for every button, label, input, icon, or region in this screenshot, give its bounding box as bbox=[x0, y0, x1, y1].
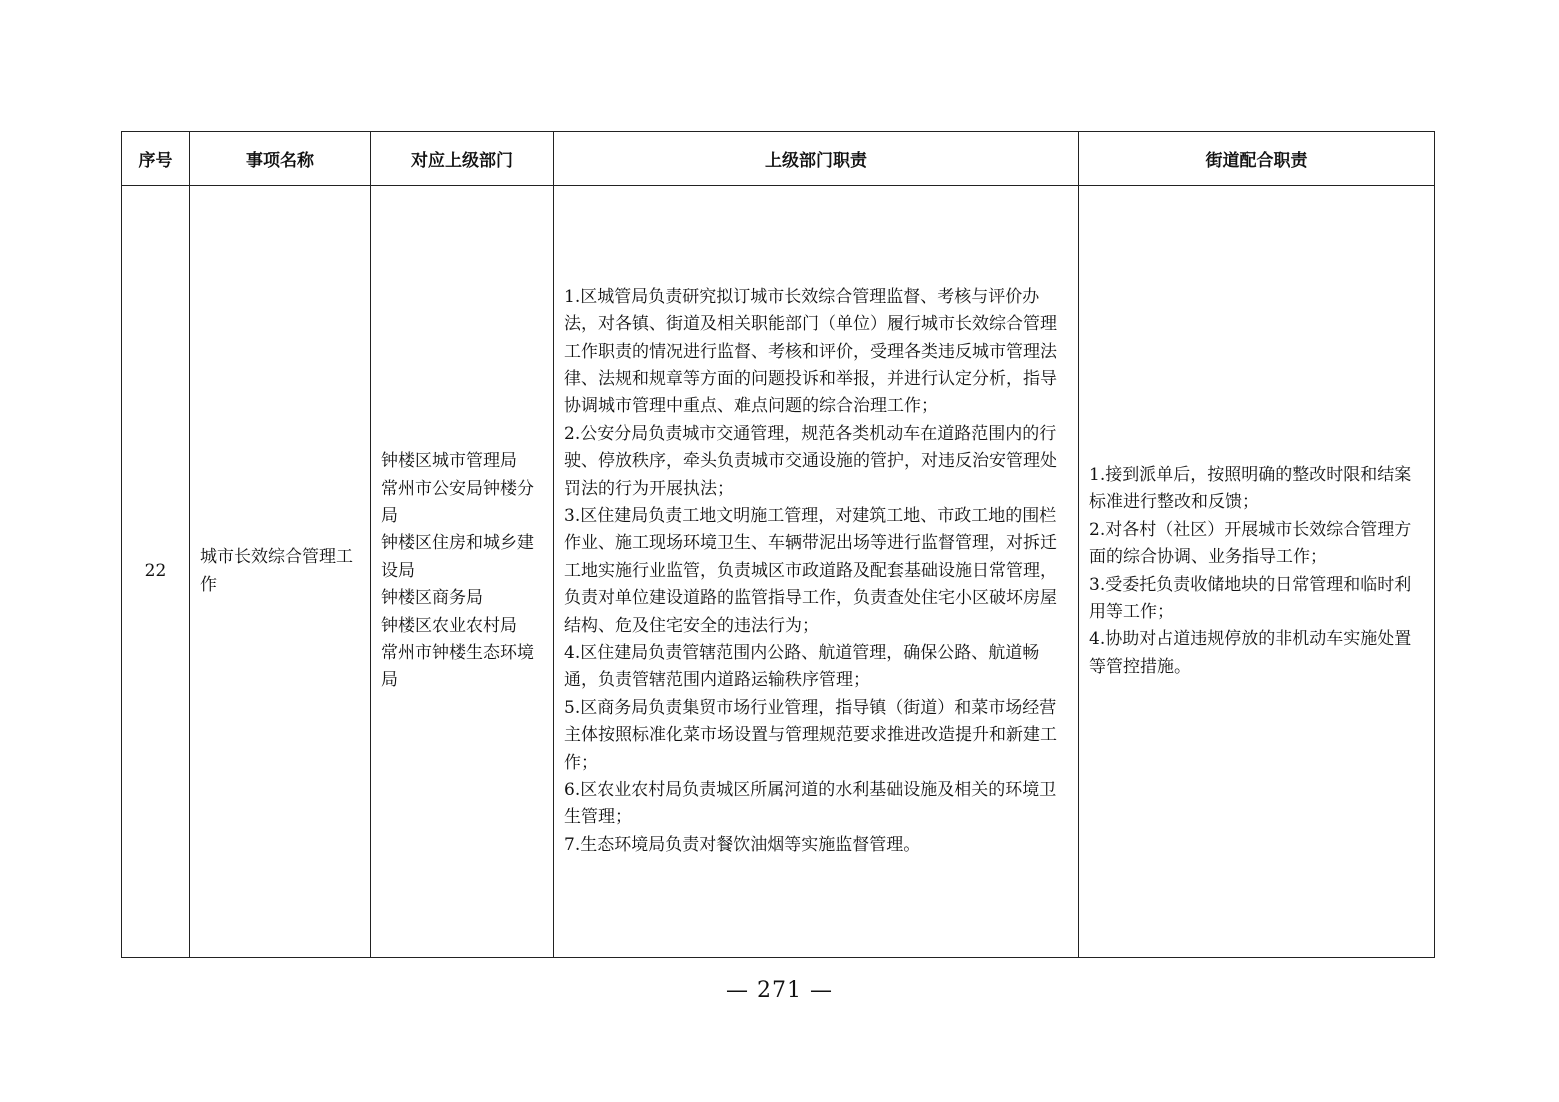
row-superior-duties bbox=[554, 186, 1079, 958]
row-street-duties bbox=[1079, 186, 1435, 958]
street-duty-item: 3.受委托负责收储地块的日常管理和临时利用等工作； bbox=[1089, 574, 1412, 622]
row-seq: 22 bbox=[122, 186, 190, 958]
superior-duty-item: 3.区住建局负责工地文明施工管理，对建筑工地、市政工地的围栏作业、施工现场环境卫生、车辆带泥出场等进行监督管理，对拆迁工地实施行业监管，负责城区市政道路及配套基础设施日常管理，负责对单位建设道路的监管指导工作，负责查处住宅小区破坏房屋结构、危及住宅安全的违法行为； bbox=[564, 505, 1057, 636]
street-duty-item: 4.协助对占道违规停放的非机动车实施处置等管控措施。 bbox=[1089, 629, 1412, 677]
superior-duty-item: 5.区商务局负责集贸市场行业管理，指导镇（街道）和菜市场经营主体按照标准化菜市场设置与管理规范要求推进改造提升和新建工作； bbox=[564, 697, 1057, 773]
street-duty-item: 2.对各村（社区）开展城市长效综合管理方面的综合协调、业务指导工作； bbox=[1089, 519, 1412, 568]
department-line: 钟楼区住房和城乡建设局 bbox=[381, 533, 534, 581]
table-row bbox=[122, 186, 1435, 958]
header-superior-department: 对应上级部门 bbox=[371, 132, 554, 186]
department-line: 钟楼区农业农村局 bbox=[381, 615, 517, 636]
header-superior-duties: 上级部门职责 bbox=[554, 132, 1079, 186]
duty-table bbox=[121, 131, 1435, 958]
department-line: 常州市公安局钟楼分局 bbox=[381, 478, 534, 526]
header-street-duties: 街道配合职责 bbox=[1079, 132, 1435, 186]
superior-duty-item: 1.区城管局负责研究拟订城市长效综合管理监督、考核与评价办法，对各镇、街道及相关职能部门（单位）履行城市长效综合管理工作职责的情况进行监督、考核和评价，受理各类违反城市管理法律、法规和规章等方面的问题投诉和举报，并进行认定分析，指导协调城市管理中重点、难点问题的综合治理工作； bbox=[564, 286, 1057, 417]
street-duty-item: 1.接到派单后，按照明确的整改时限和结案标准进行整改和反馈； bbox=[1089, 464, 1412, 513]
department-line: 钟楼区城市管理局 bbox=[381, 451, 517, 472]
page-number: — 271 — bbox=[726, 978, 833, 1003]
superior-duty-item: 7.生态环境局负责对餐饮油烟等实施监督管理。 bbox=[564, 834, 921, 855]
department-line: 钟楼区商务局 bbox=[381, 588, 483, 609]
superior-duty-item: 6.区农业农村局负责城区所属河道的水利基础设施及相关的环境卫生管理； bbox=[564, 780, 1057, 828]
row-item-name: 城市长效综合管理工作 bbox=[190, 186, 371, 958]
header-seq: 序号 bbox=[122, 132, 190, 186]
department-line: 常州市钟楼生态环境局 bbox=[381, 643, 534, 691]
superior-duty-item: 4.区住建局负责管辖范围内公路、航道管理，确保公路、航道畅通，负责管辖范围内道路运输秩序管理； bbox=[564, 643, 1040, 691]
header-item-name: 事项名称 bbox=[190, 132, 371, 186]
superior-duty-item: 2.公安分局负责城市交通管理，规范各类机动车在道路范围内的行驶、停放秩序，牵头负责城市交通设施的管护，对违反治安管理处罚法的行为开展执法； bbox=[564, 423, 1057, 499]
header-row bbox=[122, 132, 1435, 186]
row-departments bbox=[371, 186, 554, 958]
